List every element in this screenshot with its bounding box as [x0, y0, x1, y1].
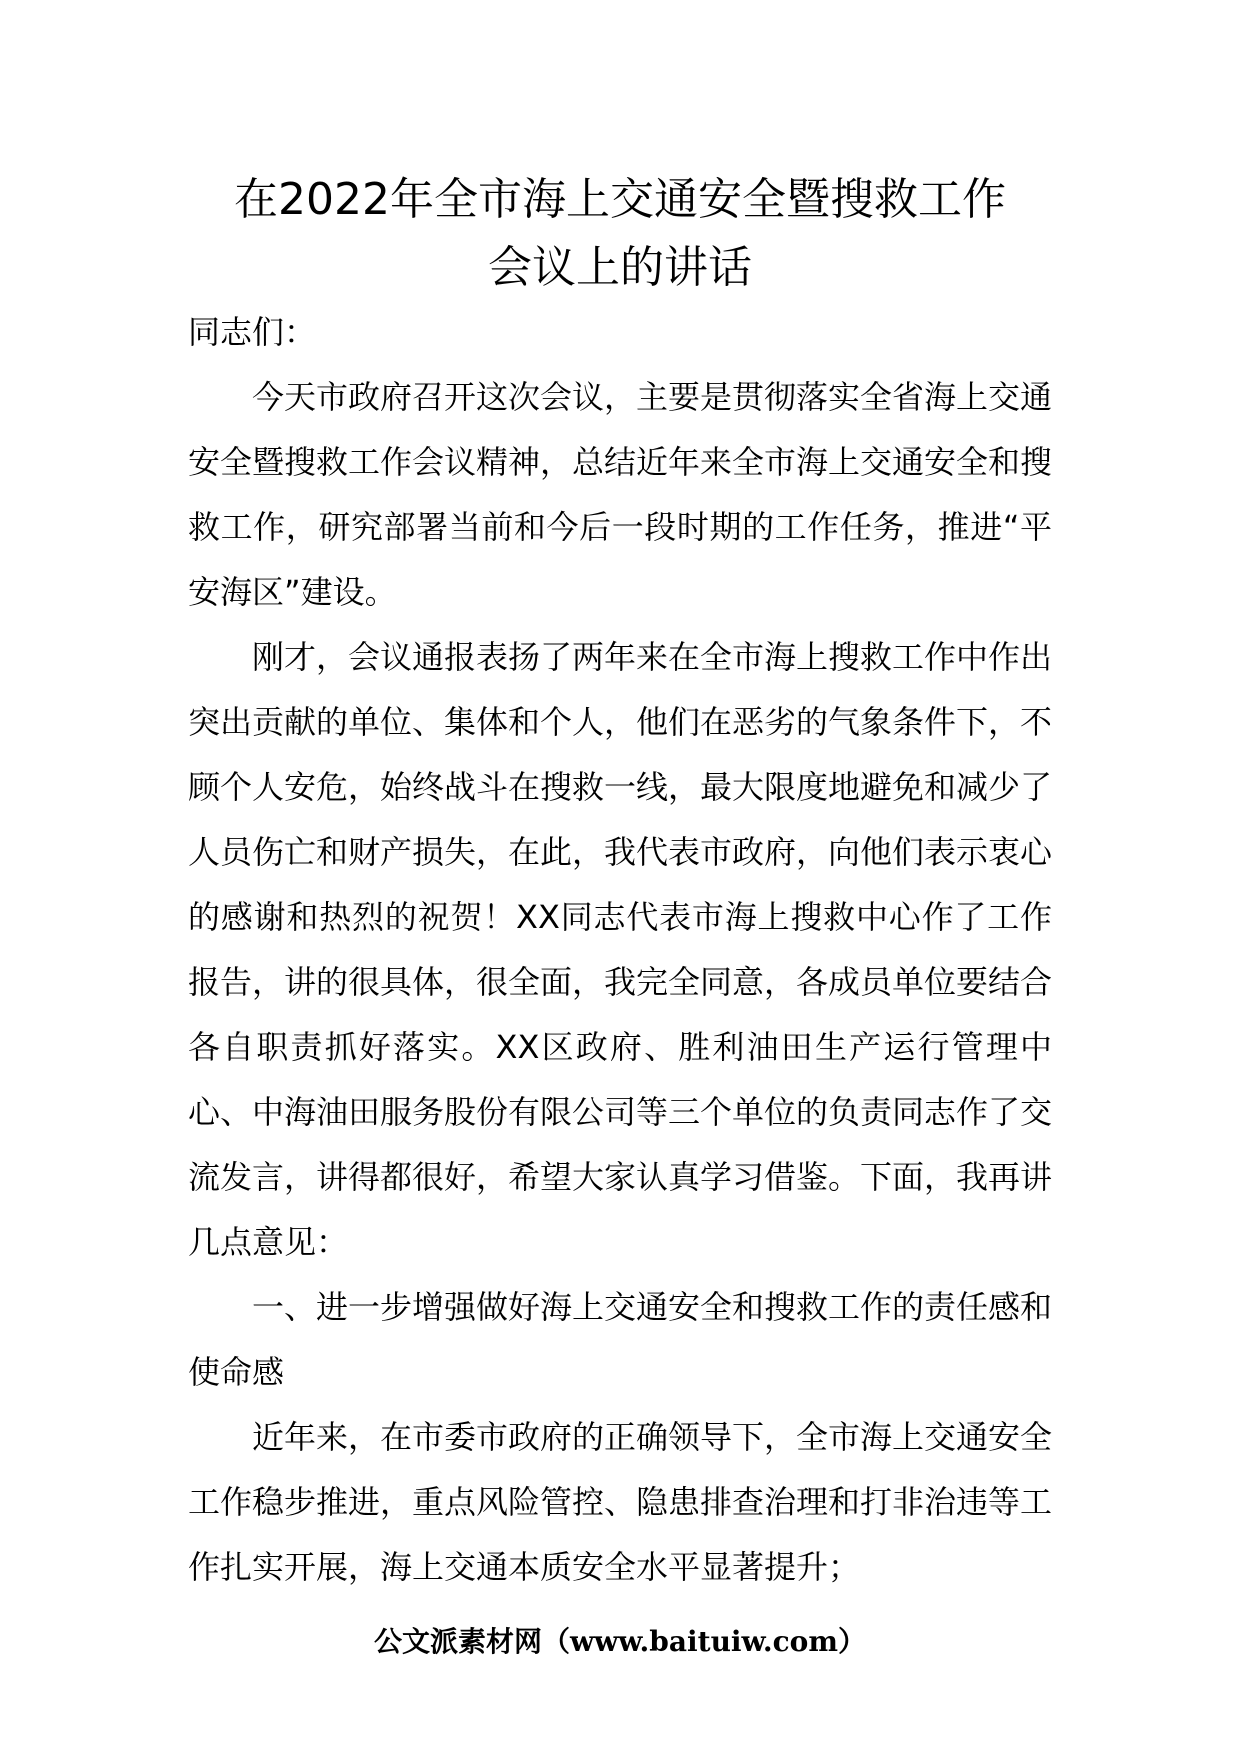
paragraph-intro: 今天市政府召开这次会议，主要是贯彻落实全省海上交通安全暨搜救工作会议精神，总结近年来全市海上交通安全和搜救工作，研究部署当前和今后一段时期的工作任务，推进“平安海区”建设。 — [188, 378, 1053, 611]
document-body — [188, 300, 1052, 1600]
salutation: 同志们： — [188, 313, 317, 351]
document-title-line1: 在2022年全市海上交通安全暨搜救工作 — [234, 174, 1006, 225]
footer-watermark: 公文派素材网（www.baituiw.com） — [374, 1625, 866, 1658]
section-heading-1: 一、进一步增强做好海上交通安全和搜救工作的责任感和使命感 — [188, 1288, 1053, 1391]
paragraph-section-1: 近年来，在市委市政府的正确领导下，全市海上交通安全工作稳步推进，重点风险管控、隐患排查治理和打非治违等工作扎实开展，海上交通本质安全水平显著提升； — [188, 1418, 1053, 1586]
document-title-line2: 会议上的讲话 — [488, 242, 752, 293]
paragraph-commendation: 刚才，会议通报表扬了两年来在全市海上搜救工作中作出突出贡献的单位、集体和个人，他们在恶劣的气象条件下，不顾个人安危，始终战斗在搜救一线，最大限度地避免和减少了人员伤亡和财产损失，在此，我代表市政府，向他们表示衷心的感谢和热烈的祝贺！XX同志代表市海上搜救中心作了工作报告，讲的很具体，很全面，我完全同意，各成员单位要结合各自职责抓好落实。XX区政府、胜利油田生产运行管理中心、中海油田服务股份有限公司等三个单位的负责同志作了交流发言，讲得都很好，希望大家认真学习借鉴。下面，我再讲几点意见： — [188, 638, 1053, 1261]
